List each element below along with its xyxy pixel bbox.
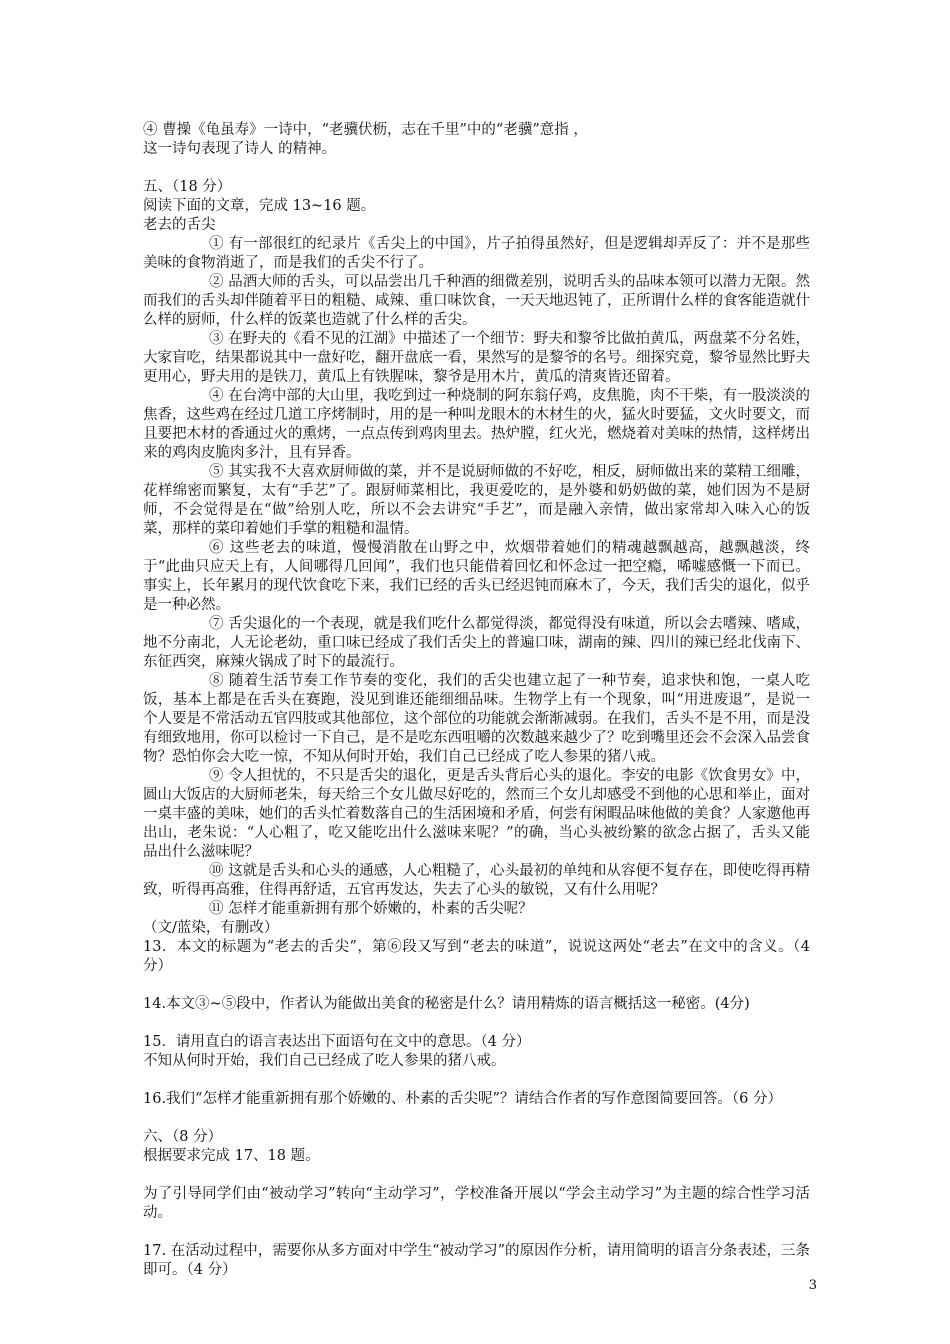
paragraph-2: ② 品酒大师的舌头，可以品尝出几千种酒的细微差别，说明舌头的品味本领可以潜力无限。然而我们的舌头却伴随着平日的粗糙、咸辣、重口味饮食，一天天地迟钝了，正所谓什么样的食客能造就什么样的厨师，什么样的饭菜也造就了什么样的舌尖。 [143, 274, 810, 328]
q4-line1: ④ 曹操《龟虽寿》一诗中，“老骥伏枥，志在千里”中的“老骥”意指 ， [143, 122, 588, 138]
paragraph-4: ④ 在台湾中部的大山里，我吃到过一种烧制的阿东翁仔鸡，皮焦脆，肉不干柴，有一股淡淡的焦香，这些鸡在经过几道工序烤制时，用的是一种叫龙眼木的木材生的火，猛火时要猛，文火时要文，而且要把木材的香通过火的熏烤，一点点传到鸡肉里去。热炉膛，红火光，燃烧着对美味的热情，这样烤出来的鸡肉皮脆肉多汁，且有异香。 [143, 388, 810, 461]
question-16: 16.我们“怎样才能重新拥有那个娇嫩的、朴素的舌尖呢”？请结合作者的写作意图简要回答。（6 分） [143, 1091, 782, 1107]
section6-instruction: 根据要求完成 17、18 题。 [143, 1148, 320, 1164]
article-title: 老去的舌尖 [143, 217, 216, 233]
article-source: （文/蓝染，有删改） [143, 920, 279, 936]
question-17: 17. 在活动过程中，需要你从多方面对中学生“被动学习”的原因作分析，请用简明的语言分条表述，三条即可。（4 分） [143, 1243, 810, 1278]
paragraph-10: ⑩ 这就是舌头和心头的通感，人心粗糙了，心头最初的单纯和从容便不复存在，即使吃得再精致，听得再高雅，住得再舒适，五官再发达，失去了心头的敏锐，又有什么用呢？ [143, 863, 810, 898]
section6-intro: 为了引导同学们由“被动学习”转向“主动学习”，学校准备开展以“学会主动学习”为主题的综合性学习活动。 [143, 1186, 810, 1221]
question-15-quote: 不知从何时开始，我们自己已经成了吃人参果的猪八戒。 [143, 1053, 506, 1069]
paragraph-5: ⑤ 其实我不大喜欢厨师做的菜，并不是说厨师做的不好吃，相反，厨师做出来的菜精工细雕，花样绵密而繁复，太有“手艺”了。跟厨师菜相比，我更爱吃的，是外婆和奶奶做的菜，她们因为不是厨师，不会觉得是在“做”给别人吃，所以不会去讲究“手艺”，而是融入亲情，做出家常却入味入心的饭菜，那样的菜印着她们手掌的粗糙和温情。 [143, 464, 810, 537]
paragraph-9: ⑨ 令人担忧的，不只是舌尖的退化，更是舌头背后心头的退化。李安的电影《饮食男女》中，圆山大饭店的大厨师老朱，每天给三个女儿做尽好吃的，然而三个女儿却感受不到他的心思和举止，面对一桌丰盛的美味，她们的舌头忙着数落自己的生活困境和矛盾，何尝有闲暇品味他做的美食？人家邀他再出山，老朱说：“人心粗了，吃又能吃出什么滋味来呢？”的确，当心头被纷繁的欲念占据了，舌头又能品出什么滋味呢？ [143, 768, 810, 860]
paragraph-7: ⑦ 舌尖退化的一个表现，就是我们吃什么都觉得淡，都觉得没有味道，所以会去嗜辣、嗜咸，地不分南北，人无论老幼，重口味已经成了我们舌尖上的普遍口味，湖南的辣、四川的辣已经北伐南下、东征西突，麻辣火锅成了时下的最流行。 [143, 616, 810, 670]
section5-instruction: 阅读下面的文章，完成 13~16 题。 [143, 198, 376, 214]
paragraph-8: ⑧ 随着生活节奏工作节奏的变化，我们的舌尖也建立起了一种节奏，追求快和饱，一桌人吃饭，基本上都是在舌头在赛跑，没见到谁还能细细品味。生物学上有一个现象，叫“用进废退”，是说一个人要是不常活动五官四肢或其他部位，这个部位的功能就会渐渐减弱。在我们，舌头不是不用，而是没有细致地用，你可以检讨一下自己，是不是吃东西咀嚼的次数越来越少了？吃到嘴里还会不会深入品尝食物？恐怕你会大吃一惊，不知从何时开始，我们自己已经成了吃人参果的猪八戒。 [143, 673, 810, 765]
question-14: 14.本文③~⑤段中，作者认为能做出美食的秘密是什么？请用精炼的语言概括这一秘密。(4分) [143, 996, 750, 1012]
section5-header: 五、（18 分） [143, 179, 232, 195]
paragraph-3: ③ 在野夫的《看不见的江湖》中描述了一个细节：野夫和黎爷比做拍黄瓜，两盘菜不分名姓，大家盲吃，结果都说其中一盘好吃，翻开盘底一看，果然写的是黎爷的名号。细探究竟，黎爷显然比野夫更用心，野夫用的是铁刀，黄瓜上有铁腥味，黎爷是用木片，黄瓜的清爽皆还留着。 [143, 331, 810, 385]
question-13: 13．本文的标题为“老去的舌尖”，第⑥段又写到“老去的味道”，说说这两处“老去”在文中的含义。（4 分） [143, 939, 810, 974]
paragraph-1: ① 有一部很红的纪录片《舌尖上的中国》，片子拍得虽然好，但是逻辑却弄反了：并不是那些美味的食物消逝了，而是我们的舌尖不行了。 [143, 236, 810, 271]
paragraph-6: ⑥ 这些老去的味道，慢慢消散在山野之中，炊烟带着她们的精魂越飘越高，越飘越淡，终于“此曲只应天上有，人间哪得几回闻”，我们也只能借着回忆和怀念过一把空瘾，唏嘘感慨一下而已。事实上，长年累月的现代饮食吃下来，我们已经的舌头已经迟钝而麻木了，今天，我们舌尖的退化，似乎是一种必然。 [143, 540, 810, 613]
page-number: 3 [808, 1278, 817, 1293]
q4-line2: 这一诗句表现了诗人 的精神。 [143, 141, 337, 157]
page-body [143, 121, 810, 1280]
paragraph-11: ⑪ 怎样才能重新拥有那个娇嫩的，朴素的舌尖呢？ [209, 901, 533, 917]
section6-header: 六、（8 分） [143, 1129, 223, 1145]
question-15: 15．请用直白的语言表达出下面语句在文中的意思。（4 分） [143, 1034, 531, 1050]
